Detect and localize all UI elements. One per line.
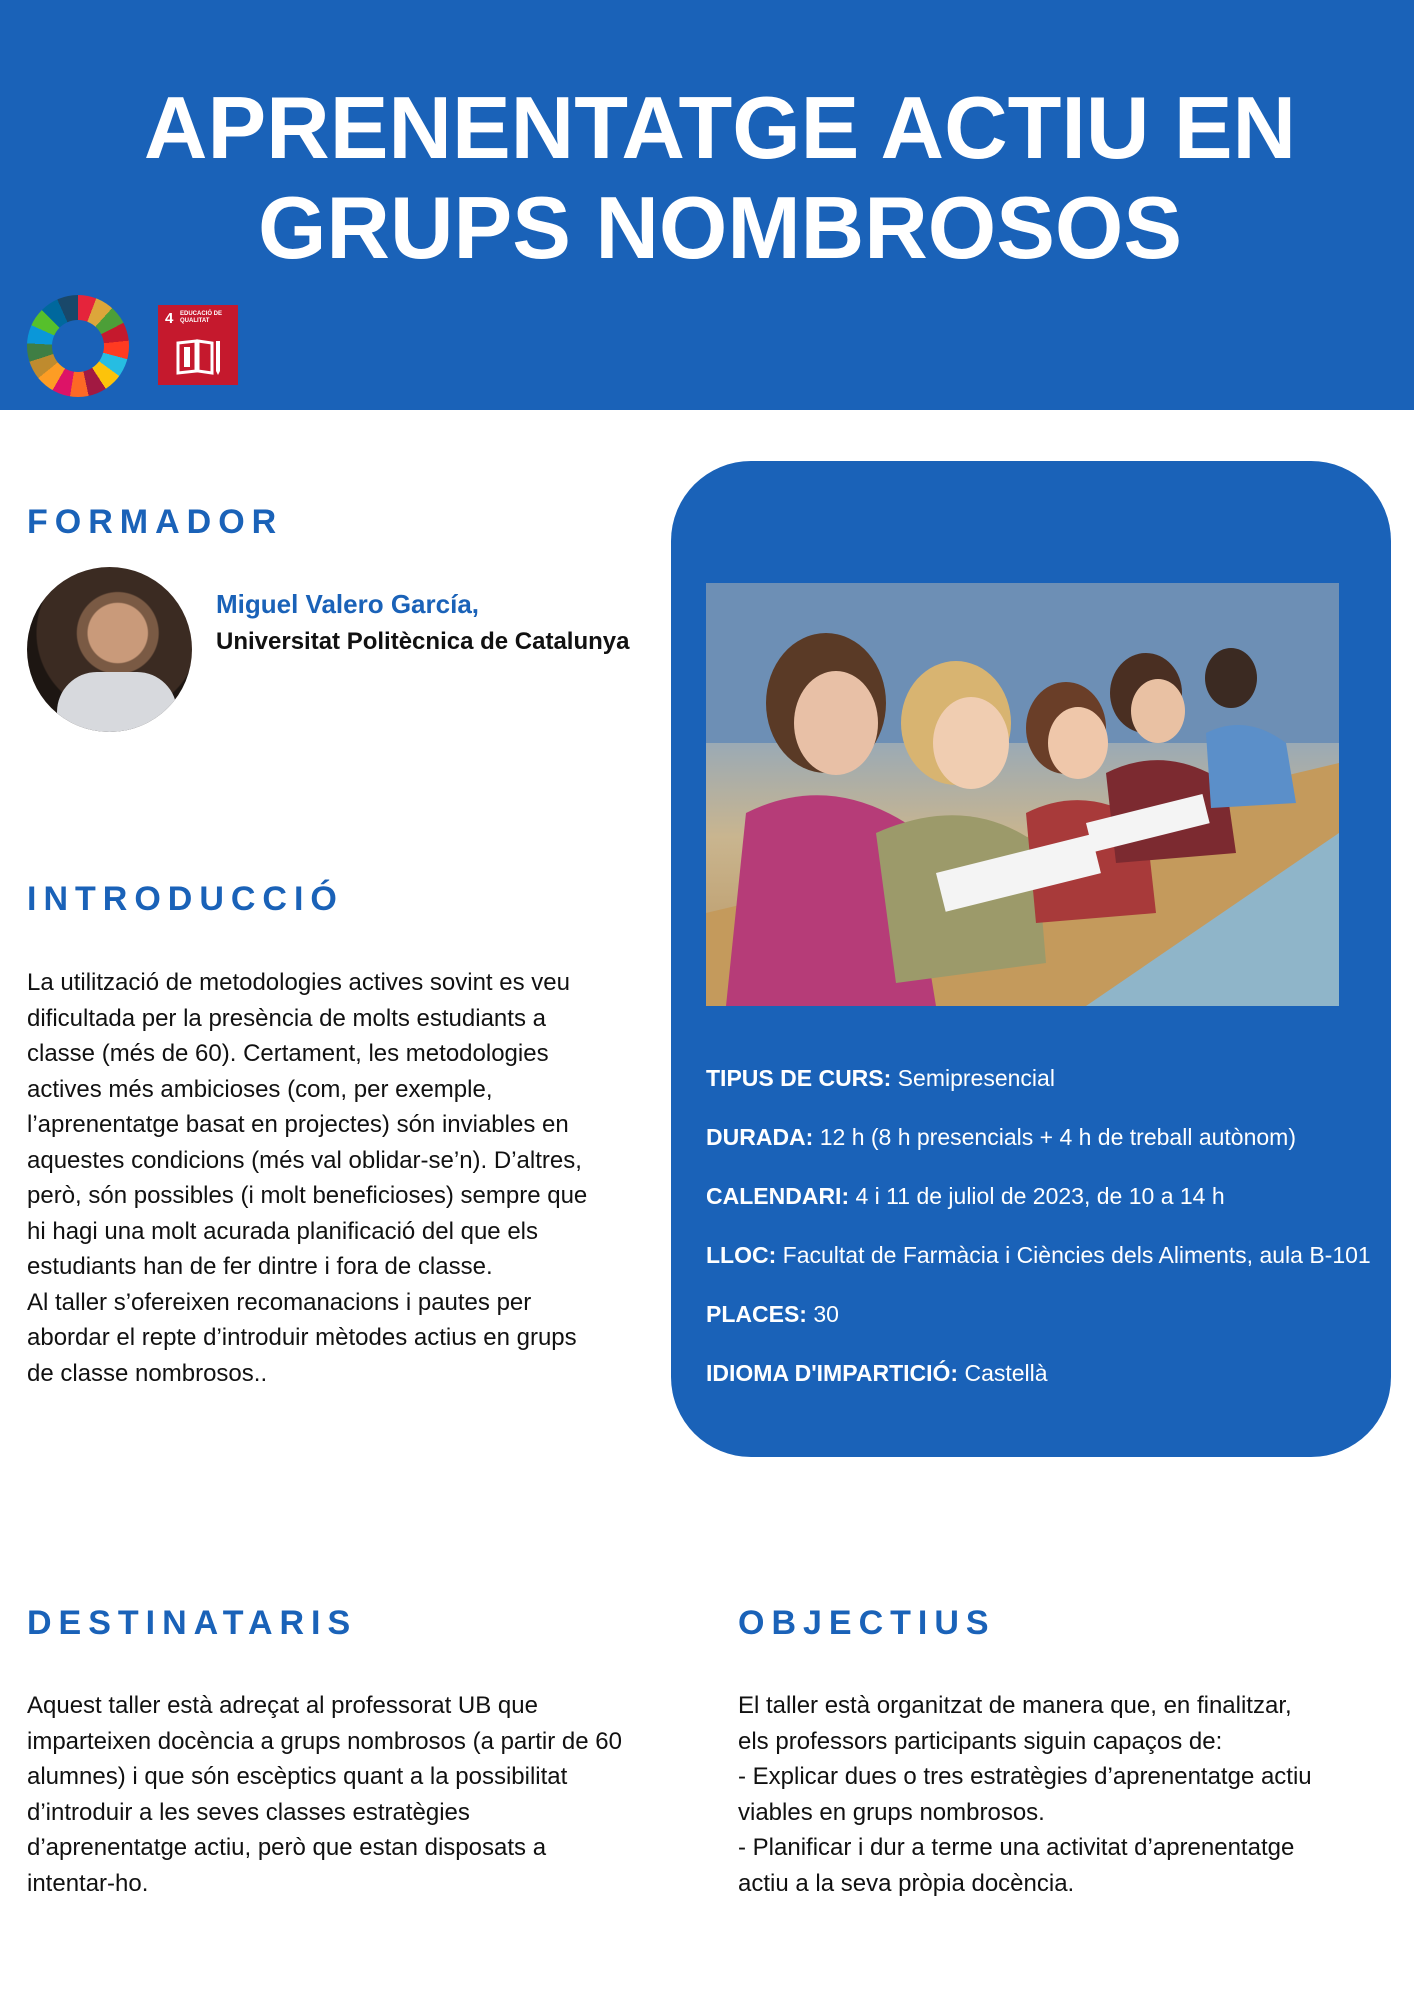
text-line: El taller està organitzat de manera que, en finalitzar, (738, 1692, 1292, 1719)
info-value: 30 (806, 1301, 839, 1327)
trainer-shirt (57, 672, 177, 732)
text-line: imparteixen docència a grups nombrosos (a partir de 60 (27, 1727, 622, 1755)
sdg-label: EDUCACIÓ DE QUALITAT (180, 311, 223, 324)
destinataris-text (27, 1688, 687, 1901)
header-banner (0, 0, 1414, 410)
text-line: d’introduir a les seves classes estratègies (27, 1798, 470, 1826)
text-line: Al taller s’ofereixen recomanacions i pautes per (27, 1288, 532, 1316)
book-pencil-icon (176, 337, 222, 375)
text-line: classe (més de 60). Certament, les metodologies (27, 1040, 549, 1067)
text-line: - Planificar i dur a terme una activitat d’aprenentatge (738, 1834, 1295, 1861)
sdg-wheel-logo (27, 295, 129, 397)
info-item-tipus (706, 1063, 1386, 1122)
students-illustration (706, 583, 1339, 1006)
section-title-introduccio: INTRODUCCIÓ (27, 880, 344, 918)
info-item-durada (706, 1122, 1386, 1181)
page-title (0, 78, 1414, 278)
text-line: abordar el repte d’introduir mètodes actius en grups (27, 1324, 577, 1351)
text-line: l’aprenentatge basat en projectes) són inviables en (27, 1111, 569, 1138)
section-title-objectius: OBJECTIUS (738, 1604, 996, 1642)
text-line: intentar-ho. (27, 1869, 149, 1897)
text-line: estudiants han de fer dintre i fora de classe. (27, 1253, 493, 1280)
trainer-institution: Universitat Politècnica de Catalunya (216, 628, 630, 655)
text-line: els professors participants siguin capaços de: (738, 1727, 1223, 1755)
course-info-list (706, 1063, 1386, 1417)
info-item-places (706, 1299, 1386, 1358)
info-item-lloc (706, 1240, 1386, 1299)
info-label: IDIOMA D'IMPARTICIÓ: (706, 1360, 959, 1386)
info-value: Semipresencial (891, 1065, 1055, 1091)
objectius-text (738, 1688, 1398, 1901)
text-line: però, són possibles (i molt beneficioses) sempre que (27, 1182, 588, 1209)
text-line: - Explicar dues o tres estratègies d’aprenentatge actiu (738, 1763, 1312, 1790)
text-line: aquestes condicions (més val oblidar-se’n). D’altres, (27, 1146, 582, 1174)
info-label: DURADA: (706, 1124, 814, 1150)
info-item-idioma (706, 1358, 1386, 1417)
text-line: viables en grups nombrosos. (738, 1798, 1045, 1826)
info-label: TIPUS DE CURS: (706, 1065, 892, 1091)
trainer-photo (27, 567, 192, 732)
trainer-name: Miguel Valero García, (216, 589, 479, 619)
text-line: hi hagi una molt acurada planificació del que els (27, 1217, 538, 1245)
sdg4-education-badge (158, 305, 238, 385)
sdg-number: 4 (165, 310, 174, 327)
text-line: Aquest taller està adreçat al professorat UB que (27, 1692, 538, 1719)
section-title-formador: FORMADOR (27, 503, 284, 541)
info-value: 4 i 11 de juliol de 2023, de 10 a 14 h (849, 1183, 1225, 1209)
text-line: La utilització de metodologies actives sovint es veu (27, 969, 570, 996)
info-item-calendari (706, 1181, 1386, 1240)
text-line: de classe nombrosos.. (27, 1359, 268, 1387)
introduccio-text (27, 965, 667, 1391)
text-line: alumnes) i que són escèptics quant a la possibilitat (27, 1763, 568, 1790)
info-value: Castellà (958, 1360, 1048, 1386)
text-line: actiu a la seva pròpia docència. (738, 1869, 1075, 1897)
text-line: d’aprenentatge actiu, però que estan disposats a (27, 1834, 547, 1861)
info-value: Facultat de Farmàcia i Ciències dels Aliments, aula B-101 (776, 1242, 1371, 1268)
classroom-photo (706, 583, 1339, 1006)
section-title-destinataris: DESTINATARIS (27, 1604, 358, 1642)
info-label: CALENDARI: (706, 1183, 850, 1209)
info-label: LLOC: (706, 1242, 777, 1268)
text-line: dificultada per la presència de molts estudiants a (27, 1004, 546, 1032)
info-value: 12 h (8 h presencials + 4 h de treball autònom) (813, 1124, 1296, 1150)
text-line: actives més ambicioses (com, per exemple, (27, 1075, 493, 1103)
title-line-2: GRUPS NOMBROSOS (257, 178, 1183, 277)
title-line-1: APRENENTATGE ACTIU EN (143, 78, 1297, 177)
info-label: PLACES: (706, 1301, 807, 1327)
